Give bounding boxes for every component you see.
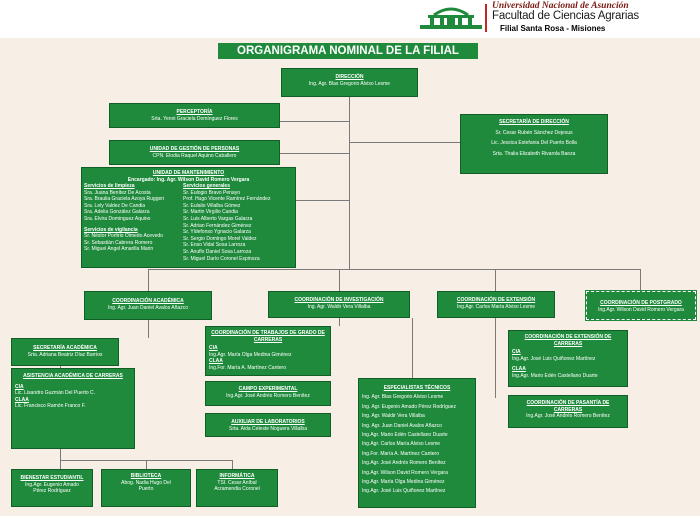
- especialista-member: Ing. Agr. Blas Gregorio Alviso Lesme: [362, 394, 444, 401]
- connector-line: [412, 318, 413, 378]
- page-title: ORGANIGRAMA NOMINAL DE LA FILIAL: [218, 43, 478, 59]
- campo-title: CAMPO EXPERIMENTAL: [238, 386, 298, 392]
- trabajos-grado-cia-name: Ing.Agr. María Olga Medina Giménez: [209, 351, 292, 358]
- generales-member: Sr. Luis Alberto Vargas Galarza: [183, 215, 253, 222]
- asistencia-claa-name: Lic. Francisco Ramón Franco F.: [15, 403, 86, 410]
- secretaria-academica-box[interactable]: [11, 338, 119, 366]
- coord-postgrado-box[interactable]: [586, 291, 696, 320]
- coord-extension-box[interactable]: [437, 291, 555, 318]
- mantenimiento-right-column: [183, 183, 270, 262]
- gestion-title: UNIDAD DE GESTIÓN DE PERSONAS: [149, 146, 240, 152]
- vigilancia-title: Servicios de vigilancia: [84, 226, 138, 233]
- ext-carreras-cia-name: Ing.Agr. José Luis Quiñonez Martínez: [512, 355, 596, 362]
- connector-line: [148, 269, 149, 291]
- coord-academica-box[interactable]: [84, 291, 212, 320]
- trabajos-grado-box[interactable]: [205, 326, 331, 376]
- generales-title: Servicios generales: [183, 183, 230, 189]
- especialista-member: Ing.Agr. Wilson David Romero Vergara: [362, 469, 448, 476]
- direccion-title: DIRECCIÓN: [335, 74, 364, 80]
- generales-member: Sr. Martin Virgilio Candia: [183, 209, 238, 216]
- auxiliar-name: Srta. Aida Celeste Noguera Villalba: [228, 425, 307, 432]
- especialista-member: Ing.Agr. José Luis Quiñonez Martínez: [362, 488, 446, 495]
- header: [0, 0, 700, 38]
- coord-investigacion-name: Ing. Agr. Waldir Vera Villalba: [307, 303, 371, 310]
- connector-line: [339, 318, 340, 326]
- coord-academica-title: COORDINACIÓN ACADÉMICA: [112, 298, 184, 304]
- trabajos-grado-claa-label: CLAA: [209, 358, 223, 365]
- bienestar-name-2: Pérez Rodríguez: [33, 488, 71, 495]
- connector-line: [495, 269, 496, 291]
- perceptoria-title: PERCEPTORÍA: [176, 109, 213, 115]
- asistencia-academica-box[interactable]: [11, 368, 135, 449]
- connector-line: [350, 142, 460, 143]
- especialista-member: Ing.For. María A. Martínez Cantero: [362, 450, 439, 457]
- mantenimiento-title: UNIDAD DE MANTENIMIENTO: [152, 170, 225, 176]
- coord-extension-name: Ing.Agr. Carlos María Alviso Lesme: [456, 303, 536, 310]
- connector-line: [339, 269, 340, 291]
- pasantia-title-2: CARRERAS: [553, 406, 583, 413]
- generales-member: Sr. Enso Vidal Sosa Larroza: [183, 242, 246, 249]
- gestion-personas-box[interactable]: [109, 140, 280, 165]
- informatica-name-1: TSI. Cesar Aníbal: [217, 479, 257, 486]
- limpieza-member: Sra. Braulia Graciela Azoya Ruggeri: [84, 196, 165, 203]
- biblioteca-name-1: Abog. Nadia Hugo Del: [121, 479, 171, 486]
- asistencia-claa-label: CLAA: [15, 396, 29, 403]
- informatica-title: INFORMÁTICA: [219, 473, 255, 479]
- secretaria-direccion-member: Sr. Cesar Rubén Sánchez Dejesus: [495, 129, 573, 136]
- perceptoria-box[interactable]: [109, 103, 280, 128]
- connector-line: [280, 153, 350, 154]
- faculty-name: Facultad de Ciencias Agrarias: [492, 10, 639, 22]
- secretaria-direccion-box[interactable]: [460, 114, 608, 174]
- bienestar-name-1: Ing.Agr. Eugenio Amado: [25, 481, 79, 488]
- bienestar-box[interactable]: [11, 469, 93, 507]
- generales-member: Sr. Anuflo Daniel Sosa Larroza: [183, 248, 252, 255]
- biblioteca-name-2: Puerto: [138, 486, 154, 493]
- extension-carreras-box[interactable]: [508, 330, 628, 387]
- secretaria-academica-title: SECRETARÍA ACADÉMICA: [33, 345, 97, 351]
- university-logo-icon: [420, 3, 482, 33]
- trabajos-grado-claa-name: Ing.For. María A. Martínez Cantero: [209, 364, 286, 371]
- trabajos-grado-cia-label: CIA: [209, 345, 218, 352]
- asistencia-title: ASISTENCIA ACADÉMICA DE CARRERAS: [23, 373, 123, 379]
- ext-carreras-claa-name: Ing.Agr. Mario Edén Castellano Duarte: [512, 372, 598, 379]
- coord-investigacion-title: COORDINACIÓN DE INVESTIGACIÓN: [294, 297, 384, 303]
- asistencia-cia-name: Lic. Lisandro Guzmán Del Puerto C.: [15, 390, 96, 397]
- ext-carreras-cia-label: CIA: [512, 349, 521, 356]
- gestion-name: CPN. Elodia Raquel Aquino Caballero: [152, 152, 237, 159]
- generales-member: Sr. Yldefonso Ygnacio Galarza: [183, 229, 251, 236]
- biblioteca-title: BIBLIOTECA: [130, 473, 162, 479]
- connector-line: [349, 97, 350, 269]
- auxiliar-laboratorios-box[interactable]: [205, 413, 331, 437]
- pasantia-name: Ing.Agr. José Andrés Romero Benítez: [526, 413, 610, 420]
- especialista-member: Ing. Agr. Eugenio Amado Pérez Rodríguez: [362, 403, 456, 410]
- coord-extension-title: COORDINACIÓN DE EXTENSIÓN: [456, 297, 536, 303]
- connector-line: [296, 200, 350, 201]
- limpieza-member: Sra. Elvira Dominguez Aquino: [84, 215, 151, 222]
- ext-carreras-title-1: COORDINACIÓN DE EXTENSIÓN DE: [524, 334, 612, 340]
- vigilancia-member: Sr. Miguel Angel Amarilla Marin: [84, 246, 154, 253]
- auxiliar-title: AUXILIAR DE LABORATORIOS: [231, 419, 305, 425]
- biblioteca-box[interactable]: [101, 469, 191, 507]
- filial-name: Filial Santa Rosa - Misiones: [500, 24, 606, 33]
- secretaria-direccion-title: SECRETARÍA DE DIRECCIÓN: [499, 119, 569, 125]
- informatica-box[interactable]: [196, 469, 278, 507]
- generales-member: Sr. Sergio Domingo Morel Valdez: [183, 235, 257, 242]
- university-name: Universidad Nacional de Asunción: [492, 1, 629, 11]
- asistencia-cia-label: CIA: [15, 383, 24, 390]
- campo-experimental-box[interactable]: [205, 381, 331, 406]
- trabajos-grado-title-2: CARRERAS: [253, 336, 283, 343]
- coord-academica-name: Ing. Agr. Juan Daniel Avalos Añazco: [108, 304, 188, 311]
- especialista-member: Ing.Agr. María Olga Medina Giménez: [362, 479, 445, 486]
- ext-carreras-claa-label: CLAA: [512, 366, 526, 373]
- especialista-member: Ing.Agr. Mario Edén Castellano Duarte: [362, 432, 448, 439]
- mantenimiento-box[interactable]: [81, 167, 296, 268]
- coord-investigacion-box[interactable]: [268, 291, 410, 318]
- especialista-member: Ing.Agr. José Andrés Romero Benítez: [362, 460, 446, 467]
- connector-line: [232, 460, 233, 469]
- especialistas-box[interactable]: [358, 378, 476, 508]
- especialistas-title: ESPECIALISTAS TÉCNICOS: [383, 385, 451, 391]
- vigilancia-member: Sr. Sebastián Cabrera Romero: [84, 239, 153, 246]
- direccion-box[interactable]: [281, 68, 418, 97]
- mantenimiento-left-column: [84, 183, 164, 253]
- perceptoria-name: Srta. Yenni Graciela Domínguez Flores: [151, 115, 238, 122]
- pasantia-carreras-box[interactable]: [508, 395, 628, 428]
- connector-line: [495, 318, 496, 398]
- generales-member: Sr. Eulalio Villalba Gómez: [183, 202, 241, 209]
- bienestar-title: BIENESTAR ESTUDIANTIL: [20, 475, 84, 481]
- limpieza-member: Sra. Adelia González Galarza: [84, 209, 150, 216]
- limpieza-member: Sra. Juana Benítez De Acosta: [84, 189, 151, 196]
- secretaria-direccion-member: Lic. Jessica Estefania Del Puerto Bolla: [491, 140, 577, 147]
- secretaria-direccion-member: Srta. Thalia Elizabeth Rivarola Baeza: [492, 150, 576, 157]
- mantenimiento-encargado: Encargado: Ing. Agr. Wilson David Romero Vergara: [127, 176, 250, 183]
- connector-line: [148, 269, 640, 270]
- generales-member: Sr. Miguel Darío Coronel Espinoza: [183, 255, 260, 262]
- campo-name: Ing.Agr. José Andrés Romero Benítez: [226, 392, 310, 399]
- coord-postgrado-name: Ing.Agr. Wilson David Romero Vergara: [598, 306, 684, 313]
- direccion-name: Ing. Agr. Blas Gregorio Alviso Lesme: [308, 80, 391, 87]
- header-divider: [485, 4, 487, 32]
- connector-line: [280, 121, 350, 122]
- ext-carreras-title-2: CARRERAS: [553, 340, 583, 347]
- especialista-member: Ing. Agr. Waldir Vera Villalba: [362, 413, 425, 420]
- generales-member: Sr. Adrian Fernández Giménez: [183, 222, 252, 229]
- informatica-name-2: Arzamendia Coronel: [214, 486, 260, 493]
- pasantia-title-1: COORDINACIÓN DE PASANTÍA DE: [526, 400, 610, 406]
- trabajos-grado-title-1: COORDINACIÓN DE TRABAJOS DE GRADO DE: [211, 330, 325, 336]
- limpieza-member: Sra. Lely Valdez De Candia: [84, 202, 146, 209]
- vigilancia-member: Sr. Néstor Porfirio Olmedo Acevedo: [84, 233, 163, 240]
- coord-postgrado-title: COORDINACIÓN DE POSTGRADO: [600, 300, 682, 306]
- generales-member: Prof. Hugo Vicente Ramírez Fernández: [183, 196, 271, 203]
- especialista-member: Ing. Agr. Juan Daniel Avalos Añazco: [362, 422, 442, 429]
- secretaria-academica-name: Srta. Adriana Beatriz Díaz Barrios: [27, 351, 103, 358]
- generales-member: Sr. Eulogio Bravo Penayo: [183, 189, 240, 196]
- connector-line: [146, 460, 147, 469]
- connector-line: [148, 320, 149, 338]
- especialista-member: Ing.Agr. Carlos María Alviso Lesme: [362, 441, 441, 448]
- connector-line: [60, 449, 61, 469]
- connector-line: [640, 269, 641, 291]
- limpieza-title: Servicios de limpieza: [84, 183, 135, 189]
